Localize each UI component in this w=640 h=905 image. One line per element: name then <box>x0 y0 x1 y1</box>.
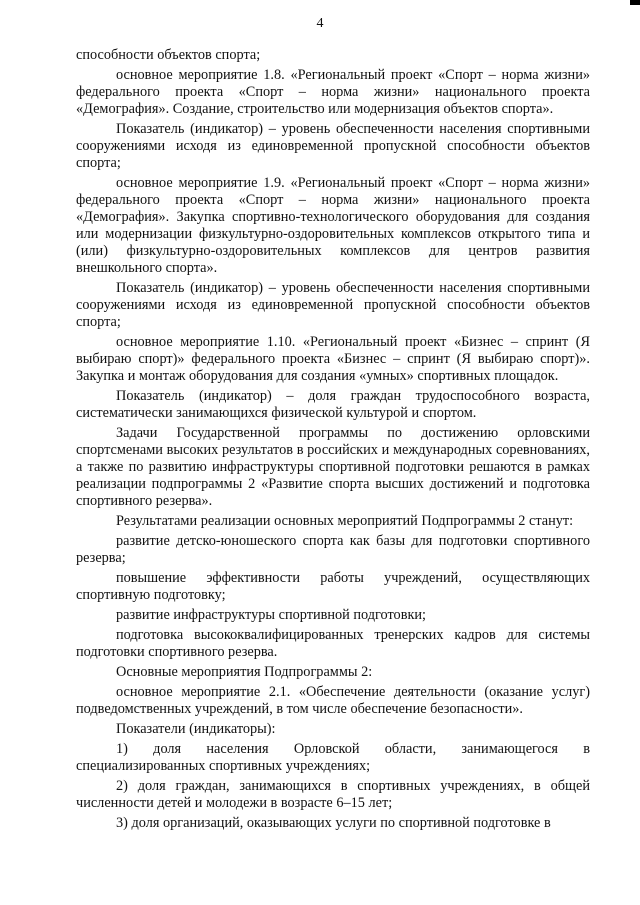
paragraph: 2) доля граждан, занимающихся в спортивных учреждениях, в общей численности детей и молодежи в возрасте 6–15 лет; <box>76 778 590 811</box>
paragraph: основное мероприятие 1.10. «Региональный проект «Бизнес – спринт (Я выбираю спорт)» федерального проекта «Бизнес – спринт (Я выбираю спорт)». Закупка и монтаж оборудования для создания «умных» спортивных площадок. <box>76 334 590 384</box>
paragraph: Результатами реализации основных мероприятий Подпрограммы 2 станут: <box>116 513 574 529</box>
paragraph: Показатель (индикатор) – доля граждан трудоспособного возраста, систематически занимающихся физической культурой и спортом. <box>76 388 590 421</box>
paragraph: Показатель (индикатор) – уровень обеспеченности населения спортивными сооружениями исходя из единовременной пропускной способности объектов спорта; <box>76 121 590 171</box>
paragraph: Показатели (индикаторы): <box>116 721 276 737</box>
paragraph: Показатель (индикатор) – уровень обеспеченности населения спортивными сооружениями исходя из единовременной пропускной способности объектов спорта; <box>76 280 590 330</box>
paragraph: способности объектов спорта; <box>76 47 261 63</box>
paragraph: основное мероприятие 2.1. «Обеспечение деятельности (оказание услуг) подведомственных учреждений, в том числе обеспечение безопасности». <box>76 684 590 717</box>
document-body <box>76 47 590 835</box>
paragraph: 1) доля населения Орловской области, занимающегося в специализированных спортивных учреждениях; <box>76 741 590 774</box>
paragraph: Задачи Государственной программы по достижению орловскими спортсменами высоких результатов в российских и международных соревнованиях, а также по развитию инфраструктуры спортивной подготовки решаются в рамках реализации подпрограммы 2 «Развитие спорта высших достижений и подготовка спортивного резерва». <box>76 425 590 509</box>
paragraph: Основные мероприятия Подпрограммы 2: <box>116 664 373 680</box>
paragraph: подготовка высококвалифицированных тренерских кадров для системы подготовки спортивного резерва. <box>76 627 590 660</box>
paragraph: 3) доля организаций, оказывающих услуги по спортивной подготовке в <box>116 815 551 831</box>
paragraph: развитие детско-юношеского спорта как базы для подготовки спортивного резерва; <box>76 533 590 566</box>
paragraph: основное мероприятие 1.8. «Региональный проект «Спорт – норма жизни» федерального проекта «Спорт – норма жизни» национального проекта «Демография». Создание, строительство или модернизация объектов спорта». <box>76 67 590 117</box>
paragraph: развитие инфраструктуры спортивной подготовки; <box>116 607 427 623</box>
page-number: 4 <box>316 16 324 31</box>
paragraph: повышение эффективности работы учреждений, осуществляющих спортивную подготовку; <box>76 570 590 603</box>
corner-mark <box>630 0 640 5</box>
paragraph: основное мероприятие 1.9. «Региональный проект «Спорт – норма жизни» федерального проекта «Спорт – норма жизни» национального проекта «Демография». Закупка спортивно-технологического оборудования для создания или модернизации физкультурно-оздоровительных комплексов открытого типа и (или) физкультурно-оздоровительных комплексов для центров развития внешкольного спорта». <box>76 175 590 276</box>
